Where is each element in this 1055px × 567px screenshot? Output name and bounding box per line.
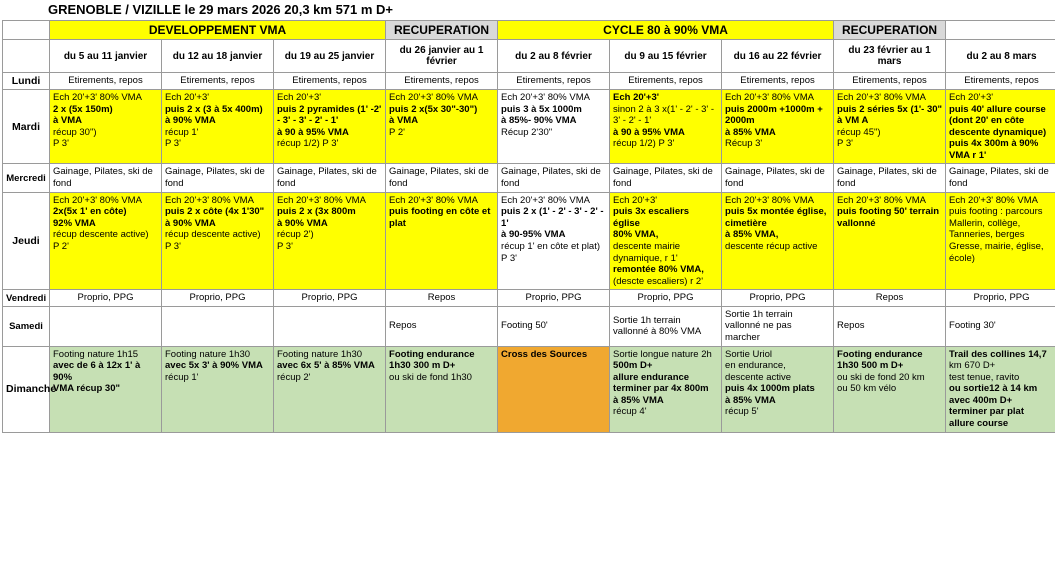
week-header-4: du 2 au 8 février [498,40,610,73]
cell-line: - 3' - 3' - 2' - 1' [277,115,339,127]
cell-vendredi-week4 [386,290,498,307]
cell-line: Sortie 1h terrain [613,314,681,326]
cell-line: puis 4x 1000m plats [725,383,815,395]
cell-line: Repos [875,292,904,304]
cell-line: à VM A [837,115,869,127]
cell-line: Etirements, repos [180,75,255,87]
cell-line: fond [53,178,72,190]
cell-line: récup 1' en côte et plat) [501,240,601,252]
week-header-2: du 19 au 25 janvier [274,40,386,73]
cell-line: Footing endurance [837,348,923,360]
cell-samedi-week9 [946,306,1055,346]
cell-line: à 90 à 95% VMA [277,126,349,138]
cell-line: en endurance, [725,360,786,372]
cell-line: Récup 2'30" [501,126,553,138]
cell-jeudi-week4 [386,192,498,290]
cell-line: 1h30 500 m D+ [837,360,904,372]
cell-vendredi-week5 [498,290,610,307]
cell-line: Ech 20'+3' 80% VMA [501,92,590,103]
cell-dimanche-week6 [610,346,722,432]
cell-line: à 85% VMA [725,126,776,138]
cell-line: à 85% VMA [613,394,664,406]
cell-line: Etirements, repos [852,75,927,87]
cell-line: fond [389,178,408,190]
cell-line: récup 1' [165,126,199,138]
cell-dimanche-week5 [498,346,610,432]
cell-line: Gainage, Pilates, ski de [949,166,1049,178]
week-header-6: du 16 au 22 février [722,40,834,73]
phase-row-label-empty [3,21,50,40]
week-header-3: du 26 janvier au 1 février [386,40,498,73]
cell-dimanche-week7 [722,346,834,432]
cell-line: puis 2 x (3 à 5x 400m) [165,103,263,115]
cell-line: Ech 20'+3' 80% VMA [53,92,142,103]
cell-line: récup 5' [725,406,759,418]
cell-mardi-week5 [498,90,610,164]
cell-line: Footing 50' [501,320,548,332]
cell-line: Gainage, Pilates, ski de [389,166,489,178]
cell-samedi-week3 [274,306,386,346]
cell-samedi-week6 [610,306,722,346]
cell-vendredi-week1 [50,290,162,307]
cell-line: fond [501,178,520,190]
cell-line: 92% VMA [53,217,96,229]
cell-line: à 90 à 95% VMA [613,126,685,138]
cell-vendredi-week7 [722,290,834,307]
cell-samedi-week7 [722,306,834,346]
cell-lundi-week3 [274,73,386,90]
cell-vendredi-week3 [274,290,386,307]
cell-vendredi-week6 [610,290,722,307]
cell-line: puis 5x montée église, [725,206,827,218]
cell-mardi-week6 [610,90,722,164]
cell-line: à 90-95% VMA [501,229,566,241]
cell-jeudi-week9 [946,192,1055,290]
cell-line: à 85% VMA, [725,229,779,241]
cell-line: puis footing 50' terrain [837,206,940,218]
cell-line: ou sortie12 à 14 km [949,383,1038,395]
cell-line: Tanneries, berges [949,229,1025,241]
cell-line: Cross des Sources [501,348,588,360]
cell-line: Footing nature 1h30 [277,348,363,360]
cell-line: (dont 20' en côte [949,115,1025,127]
cell-line: ou 50 km vélo [837,383,897,395]
cell-vendredi-week9 [946,290,1055,307]
cell-lundi-week2 [162,73,274,90]
cell-line: avec 6x 5' à 85% VMA [277,360,375,372]
cell-lundi-week9 [946,73,1055,90]
cell-line: Ech 20'+3' [165,92,210,103]
cell-line: 80% VMA, [613,229,659,241]
cell-line: Ech 20'+3' 80% VMA [53,194,142,206]
cell-mardi-week2 [162,90,274,164]
cell-line: puis 2 x côte (4x 1'30" [165,206,265,218]
cell-line: Etirements, repos [740,75,815,87]
cell-line: Etirements, repos [68,75,143,87]
cell-line: P 3' [837,138,853,150]
cell-mardi-week8 [834,90,946,164]
cell-mercredi-week3 [274,164,386,192]
cell-samedi-week1 [50,306,162,346]
cell-line: Ech 20'+3' [613,194,658,206]
cell-line: à 90% VMA [165,217,216,229]
page-title: GRENOBLE / VIZILLE le 29 mars 2026 20,3 km 571 m D+ [48,2,394,17]
cell-line: Etirements, repos [628,75,703,87]
cell-line: Sortie longue nature 2h [613,348,712,360]
cell-line: P 2' [53,240,69,252]
cell-lundi-week8 [834,73,946,90]
week-header-1: du 12 au 18 janvier [162,40,274,73]
day-row-dimanche [3,346,1055,432]
cell-line: Repos [427,292,456,304]
cell-line: Gainage, Pilates, ski de [725,166,825,178]
cell-dimanche-week9 [946,346,1055,432]
cell-jeudi-week7 [722,192,834,290]
cell-line: allure endurance [613,371,690,383]
cell-line: ou ski de fond 20 km [837,371,925,383]
cell-jeudi-week5 [498,192,610,290]
cell-line: P 3' [165,138,181,150]
cell-line: avec 400m D+ [949,394,1013,406]
day-label-samedi: Samedi [3,306,50,346]
cell-line: Sortie Uriol [725,348,773,360]
cell-line: puis 4x 300m à 90% [949,138,1039,150]
cell-line: Ech 20'+3' 80% VMA [277,194,366,206]
cell-line: 1' [501,217,509,229]
cell-line: Etirements, repos [964,75,1039,87]
cell-lundi-week4 [386,73,498,90]
cell-line: puis 2 séries 5x (1'- 30" [837,103,943,115]
phase-header-2: CYCLE 80 à 90% VMA [498,21,834,40]
cell-jeudi-week8 [834,192,946,290]
cell-line: Etirements, repos [404,75,479,87]
cell-vendredi-week2 [162,290,274,307]
phase-header-1: RECUPERATION [386,21,498,40]
week-header-8: du 2 au 8 mars [946,40,1055,73]
day-row-vendredi [3,290,1055,307]
cell-line: Récup 3' [725,138,763,150]
cell-samedi-week2 [162,306,274,346]
cell-mercredi-week2 [162,164,274,192]
cell-dimanche-week2 [162,346,274,432]
cell-line: récup 2' [277,371,311,383]
cell-mardi-week3 [274,90,386,164]
cell-line: Etirements, repos [292,75,367,87]
week-header-0: du 5 au 11 janvier [50,40,162,73]
cell-line: récup 45") [837,126,881,138]
cell-mercredi-week1 [50,164,162,192]
cell-line: Gainage, Pilates, ski de [53,166,153,178]
cell-mercredi-week6 [610,164,722,192]
cell-line: récup 1/2) P 3' [613,138,675,150]
cell-line: récup descente active) [165,229,261,241]
cell-line: Sortie 1h terrain [725,308,793,320]
cell-line: puis 2 x(5x 30"-30") [389,103,478,115]
training-plan-table [2,20,1055,433]
cell-line: à VMA [389,115,419,127]
cell-line: Ech 20'+3' [613,92,660,103]
phase-header-row [3,21,1055,40]
cell-line: P 3' [165,240,181,252]
phase-header-0: DEVELOPPEMENT VMA [50,21,386,40]
day-label-lundi: Lundi [3,73,50,90]
cell-line: P 3' [277,240,293,252]
cell-line: Ech 20'+3' 80% VMA [837,92,926,103]
cell-line: terminer par plat [949,406,1024,418]
cell-line: VMA récup 30" [53,383,120,395]
cell-dimanche-week1 [50,346,162,432]
day-row-mercredi [3,164,1055,192]
cell-line: Footing nature 1h15 [53,348,139,360]
cell-line: Repos [837,320,865,332]
cell-line: Etirements, repos [516,75,591,87]
cell-line: 500m D+ [613,360,653,372]
cell-jeudi-week1 [50,192,162,290]
cell-line: descente mairie [613,240,681,252]
cell-samedi-week5 [498,306,610,346]
cell-line: test tenue, ravito [949,371,1020,383]
day-row-mardi [3,90,1055,164]
day-label-dimanche: Dimanche [3,346,50,432]
day-row-jeudi [3,192,1055,290]
cell-line: Repos [389,320,417,332]
day-label-mercredi: Mercredi [3,164,50,192]
cell-line: marcher [725,331,760,343]
cell-line: cimetière [725,217,767,229]
cell-line: Ech 20'+3' [949,92,994,103]
cell-jeudi-week6 [610,192,722,290]
cell-line: à 90% VMA [277,217,328,229]
week-header-7: du 23 février au 1 mars [834,40,946,73]
phase-header-3: RECUPERATION [834,21,946,40]
cell-mercredi-week7 [722,164,834,192]
phase-header-4 [946,21,1055,40]
cell-line: récup 1/2) P 3' [277,138,339,150]
cell-line: puis footing : parcours [949,206,1043,218]
cell-line: ou ski de fond 1h30 [389,371,472,383]
cell-line: avec de 6 à 12x 1' à 90% [53,360,141,383]
cell-lundi-week7 [722,73,834,90]
day-label-mardi: Mardi [3,90,50,164]
cell-line: fond [277,178,296,190]
cell-mardi-week1 [50,90,162,164]
cell-line: fond [613,178,632,190]
cell-line: école) [949,252,975,264]
week-header-5: du 9 au 15 février [610,40,722,73]
cell-line: puis 2000m +1000m + [725,103,823,115]
cell-mercredi-week4 [386,164,498,192]
cell-lundi-week1 [50,73,162,90]
day-label-vendredi: Vendredi [3,290,50,307]
cell-line: Ech 20'+3' 80% VMA [165,194,254,206]
cell-line: allure course [949,418,1009,430]
cell-samedi-week4 [386,306,498,346]
cell-line: sinon 2 à 3 x(1' - 2' - 3' - [613,103,715,115]
cell-line: Proprio, PPG [525,292,582,304]
cell-line: vallonné [837,217,876,229]
cell-line: puis 3 à 5x 1000m [501,103,582,115]
cell-line: terminer par 4x 800m [613,383,709,395]
cell-lundi-week5 [498,73,610,90]
cell-line: Ech 20'+3' 80% VMA [389,92,478,103]
cell-line: descente dynamique) [949,126,1047,138]
week-row-label-empty [3,40,50,73]
cell-line: Ech 20'+3' [277,92,322,103]
cell-line: km 670 D+ [949,360,996,372]
cell-line: récup 2') [277,229,314,241]
cell-line: Gainage, Pilates, ski de [165,166,265,178]
cell-line: 2 x (5x 150m) [53,103,113,115]
cell-line: fond [837,178,856,190]
cell-line: Footing nature 1h30 [165,348,251,360]
cell-line: VMA r 1' [949,149,987,161]
cell-line: à VMA [53,115,83,127]
cell-line: descente récup active [725,240,818,252]
cell-line: Gainage, Pilates, ski de [613,166,713,178]
cell-line: Gainage, Pilates, ski de [837,166,937,178]
cell-line: dynamique, r 1' [613,252,678,264]
cell-line: Mallerin, collège, [949,217,1021,229]
cell-line: 2000m [725,115,755,127]
cell-line: 3' - 2' - 1' [613,115,652,127]
cell-line: Ech 20'+3' 80% VMA [389,194,478,206]
cell-line: vallonné à 80% VMA [613,326,702,338]
cell-line: Ech 20'+3' 80% VMA [949,194,1038,206]
cell-line: 2x(5x 1' en côte) [53,206,127,218]
cell-mardi-week9 [946,90,1055,164]
cell-line: Proprio, PPG [637,292,694,304]
cell-line: à 90% VMA [165,115,216,127]
cell-jeudi-week2 [162,192,274,290]
week-header-row [3,40,1055,73]
cell-line: à 85% VMA [725,394,776,406]
cell-mercredi-week5 [498,164,610,192]
cell-line: 1h30 300 m D+ [389,360,456,372]
cell-line: remontée 80% VMA, [613,264,704,276]
cell-line: Gainage, Pilates, ski de [277,166,377,178]
cell-line: Ech 20'+3' 80% VMA [837,194,926,206]
cell-line: récup descente active) [53,229,149,241]
cell-line: puis 2 x (1' - 2' - 3' - 2' - [501,206,604,218]
cell-mercredi-week9 [946,164,1055,192]
cell-line: puis 40' allure course [949,103,1046,115]
cell-line: récup 1' [165,371,199,383]
cell-line: fond [725,178,744,190]
cell-dimanche-week8 [834,346,946,432]
cell-line: Ech 20'+3' 80% VMA [725,194,814,206]
cell-line: Trail des collines 14,7 [949,348,1047,360]
cell-line: Proprio, PPG [749,292,806,304]
cell-line: Footing endurance [389,348,475,360]
cell-line: récup 4' [613,406,647,418]
cell-line: plat [389,217,406,229]
cell-line: fond [949,178,968,190]
cell-line: Proprio, PPG [973,292,1030,304]
day-label-jeudi: Jeudi [3,192,50,290]
cell-line: (descte escaliers) r 2' [613,275,704,287]
cell-jeudi-week3 [274,192,386,290]
cell-line: puis footing en côte et [389,206,491,218]
cell-line: avec 5x 3' à 90% VMA [165,360,263,372]
cell-dimanche-week4 [386,346,498,432]
cell-line: Proprio, PPG [301,292,358,304]
day-row-lundi [3,73,1055,90]
cell-samedi-week8 [834,306,946,346]
cell-mardi-week4 [386,90,498,164]
cell-line: P 3' [53,138,69,150]
cell-line: récup 30") [53,126,97,138]
cell-line: puis 2 x (3x 800m [277,206,356,218]
cell-line: puis 3x escaliers église [613,206,690,229]
cell-mardi-week7 [722,90,834,164]
day-row-samedi [3,306,1055,346]
cell-line: Footing 30' [949,320,996,332]
cell-mercredi-week8 [834,164,946,192]
cell-line: Ech 20'+3' 80% VMA [725,92,814,103]
cell-dimanche-week3 [274,346,386,432]
cell-line: puis 2 pyramides (1' -2' [277,103,382,115]
cell-line: P 2' [389,126,405,138]
cell-line: descente active [725,371,792,383]
cell-line: Proprio, PPG [189,292,246,304]
cell-line: Ech 20'+3' 80% VMA [501,194,590,206]
cell-line: Proprio, PPG [77,292,134,304]
cell-line: Gresse, mairie, église, [949,240,1044,252]
cell-line: fond [165,178,184,190]
cell-line: Gainage, Pilates, ski de [501,166,601,178]
cell-vendredi-week8 [834,290,946,307]
cell-lundi-week6 [610,73,722,90]
cell-line: à 85%- 90% VMA [501,115,577,127]
cell-line: P 3' [501,252,517,264]
cell-line: vallonné ne pas [725,320,792,332]
